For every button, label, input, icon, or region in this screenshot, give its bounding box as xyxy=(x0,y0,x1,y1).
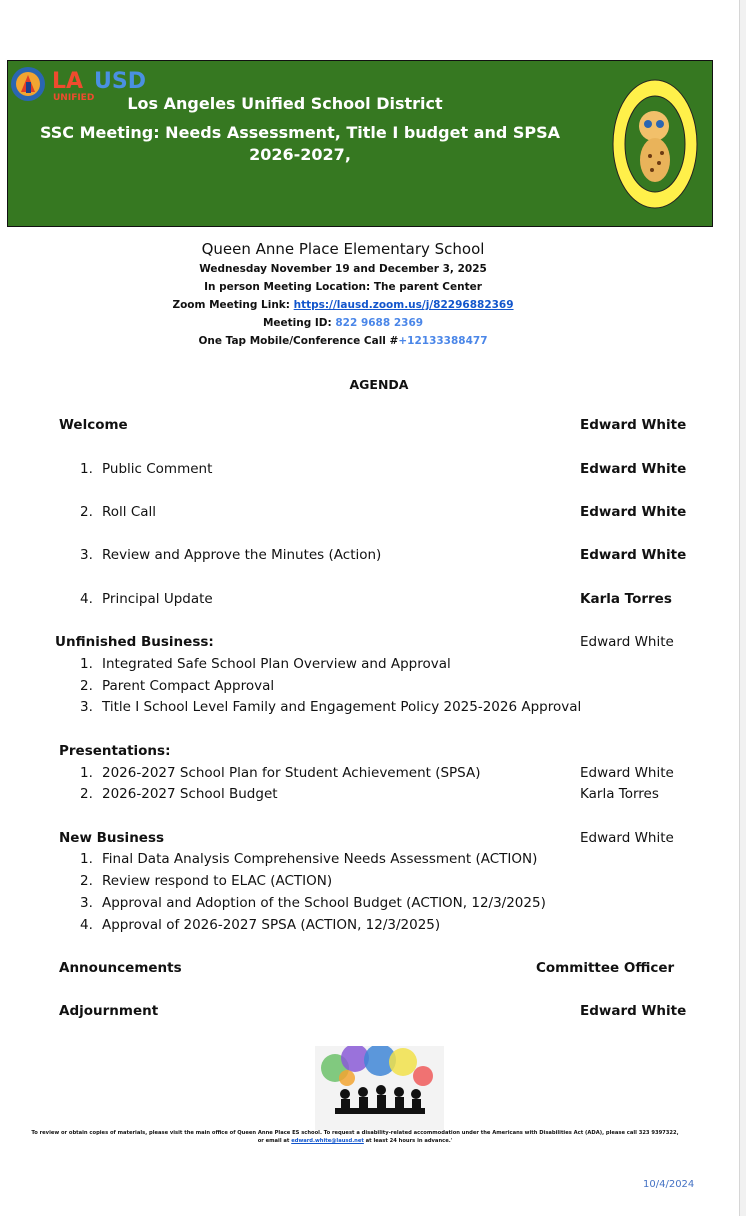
presenter: Edward White xyxy=(580,830,674,846)
school-name: Queen Anne Place Elementary School xyxy=(201,240,485,258)
meeting-illustration xyxy=(315,1046,444,1130)
presenter: Edward White xyxy=(580,461,687,477)
meeting-location: In person Meeting Location: The parent Center xyxy=(204,281,482,293)
agenda-item: 1. 2026-2027 School Plan for Student Achievement (SPSA) xyxy=(80,765,481,781)
agenda-item: 2. Roll Call xyxy=(80,504,157,520)
presenter: Edward White xyxy=(580,504,687,520)
section-presentations: Presentations: xyxy=(59,743,171,759)
zoom-line xyxy=(0,299,716,311)
presenter: Edward White xyxy=(580,547,687,563)
meeting-title-year: 2026-2027, xyxy=(249,145,351,164)
presenter: Edward White xyxy=(580,1003,687,1019)
section-welcome: Welcome xyxy=(59,417,128,433)
agenda-item: 1. Integrated Safe School Plan Overview and Approval xyxy=(80,656,451,672)
presenter: Edward White xyxy=(580,417,687,433)
svg-text:UNIFIED: UNIFIED xyxy=(53,93,95,103)
scrollbar[interactable] xyxy=(739,0,746,1216)
phone-line xyxy=(0,335,716,347)
presenter: Committee Officer xyxy=(536,960,675,976)
school-jaguar-logo xyxy=(612,78,698,210)
section-unfinished-business: Unfinished Business: xyxy=(55,634,214,650)
presenter: Karla Torres xyxy=(580,786,659,802)
agenda-item: 1. Public Comment xyxy=(80,461,213,477)
presenter: Edward White xyxy=(580,634,674,650)
agenda-item: 3. Review and Approve the Minutes (Action) xyxy=(80,547,382,563)
agenda-item: 3. Approval and Adoption of the School Budget (ACTION, 12/3/2025) xyxy=(80,895,546,911)
presenter: Karla Torres xyxy=(580,591,672,607)
meeting-dates: Wednesday November 19 and December 3, 2025 xyxy=(199,263,487,275)
email-link[interactable]: edward.white@lausd.net xyxy=(291,1138,364,1144)
footer-date: 10/4/2024 xyxy=(643,1179,695,1190)
zoom-label: Zoom Meeting Link: xyxy=(172,299,294,311)
meeting-id: 822 9688 2369 xyxy=(335,317,424,329)
agenda-item: 1. Final Data Analysis Comprehensive Needs Assessment (ACTION) xyxy=(80,851,538,867)
agenda-item: 2. Parent Compact Approval xyxy=(80,678,275,694)
phone-number[interactable]: +12133388477 xyxy=(398,335,488,347)
svg-text:USD: USD xyxy=(94,69,146,94)
phone-label: One Tap Mobile/Conference Call # xyxy=(198,335,399,347)
agenda-item: 3. Title I School Level Family and Engagement Policy 2025-2026 Approval xyxy=(80,699,582,715)
section-new-business: New Business xyxy=(59,830,165,846)
section-announcements: Announcements xyxy=(59,960,182,976)
presenter: Edward White xyxy=(580,765,674,781)
meeting-title: SSC Meeting: Needs Assessment, Title I budget and SPSA xyxy=(39,123,561,142)
svg-text:LA: LA xyxy=(52,69,84,94)
agenda-title: AGENDA xyxy=(349,377,409,392)
agenda-item: 4. Principal Update xyxy=(80,591,213,607)
agenda-item: 4. Approval of 2026-2027 SPSA (ACTION, 12/3/2025) xyxy=(80,917,441,933)
meeting-id-line xyxy=(0,317,716,329)
meeting-id-label: Meeting ID: xyxy=(262,317,336,329)
accessibility-note: To review or obtain copies of materials, please visit the main office of Queen Anne Place ES school. To request a disability-related accommodation under the Americans with Disabilities Act (ADA), please call 323 9397322, or email at edward.white@lausd.net at least 24 hours in advance.' xyxy=(31,1130,679,1144)
zoom-link[interactable]: https://lausd.zoom.us/j/82296882369 xyxy=(293,299,514,311)
agenda-item: 2. 2026-2027 School Budget xyxy=(80,786,278,802)
section-adjournment: Adjournment xyxy=(59,1003,159,1019)
district-title: Los Angeles Unified School District xyxy=(127,94,443,113)
agenda-item: 2. Review respond to ELAC (ACTION) xyxy=(80,873,333,889)
